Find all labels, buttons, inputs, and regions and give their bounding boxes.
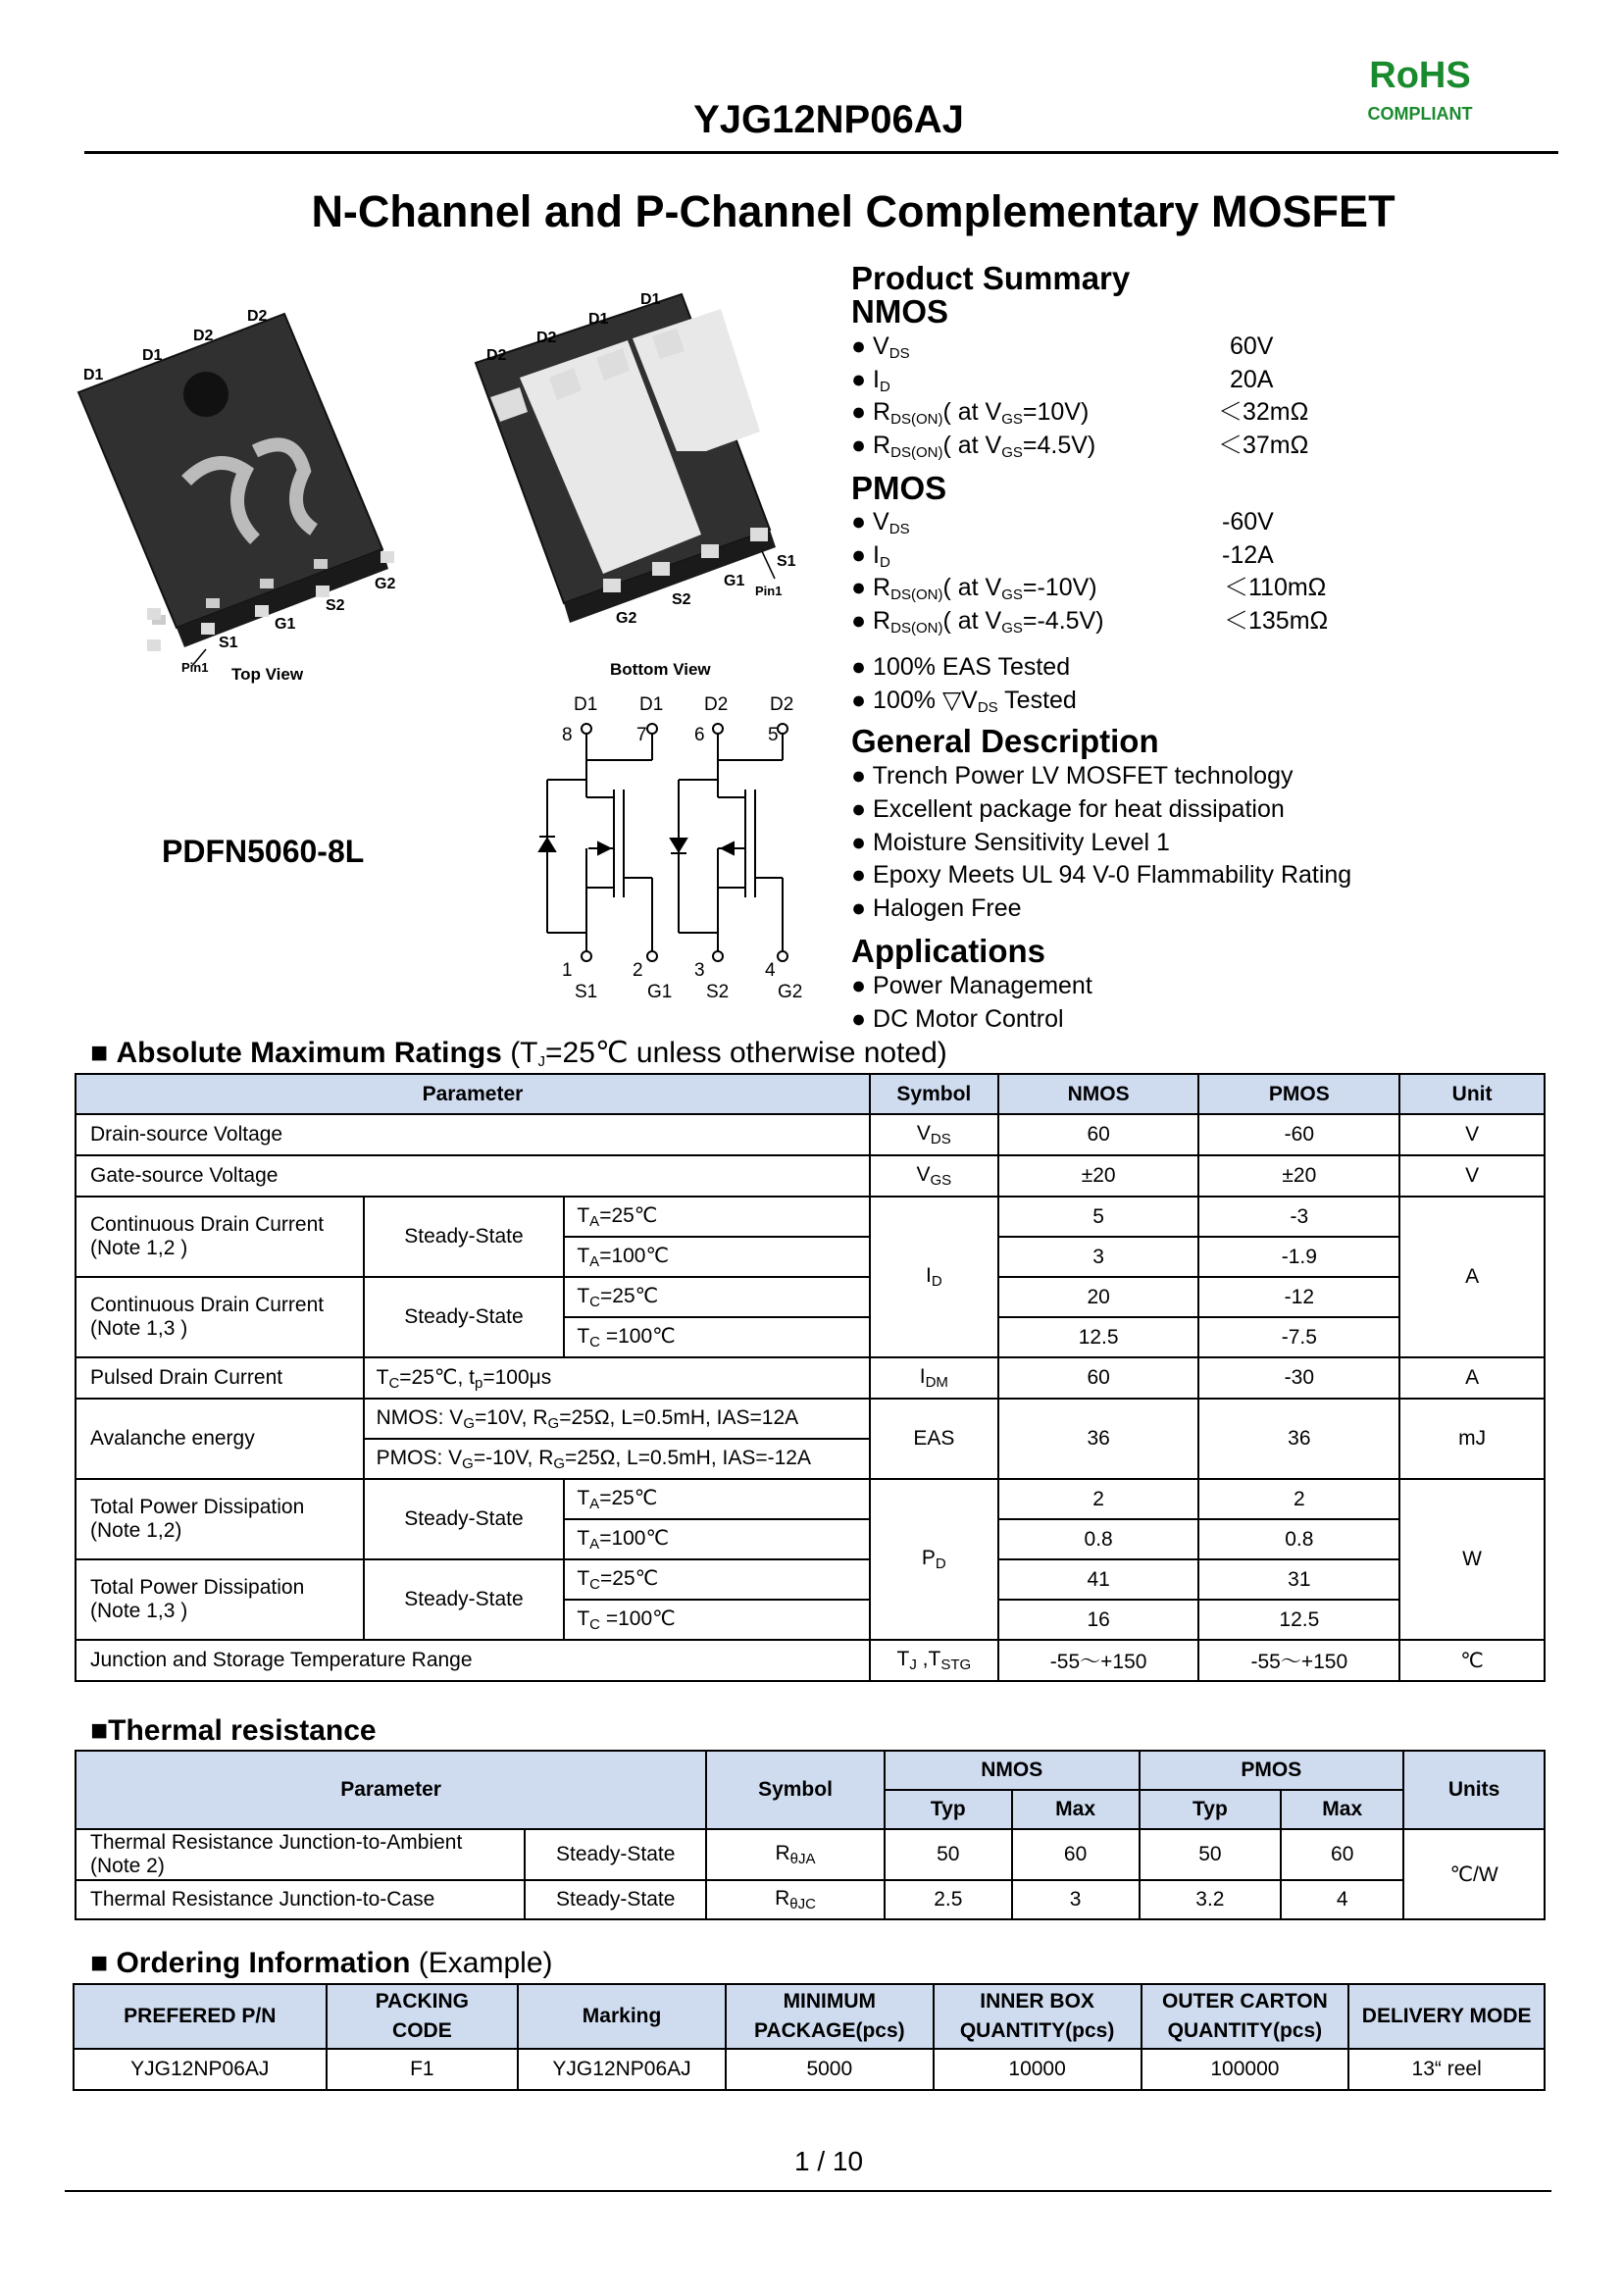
bottom-pin-label: D1 <box>588 311 609 328</box>
pin1-label: Pin1 <box>181 660 209 675</box>
table-row: Drain-source Voltage $V_{DS}$ 60 -60 V <box>76 1114 1545 1155</box>
general-item: ● Halogen Free <box>851 894 1022 922</box>
table-row: $T_C$ =100℃ 16 12.5 <box>76 1600 1545 1640</box>
schematic-bottom-name: G1 <box>647 982 673 1002</box>
table-row: Junction and Storage Temperature Range $T_J$ $,T_{STG}$ -55～+150 -55～+150 ℃ <box>76 1640 1545 1681</box>
table-header-row: PREFERED P/N PACKING CODE Marking MINIMUM PACKAGE(pcs) INNER BOX QUANTITY(pcs) OUTER CARTON QUANTITY(pcs) DELIVERY MODE <box>74 1984 1545 2049</box>
page-number: 1 / 10 <box>793 2146 864 2176</box>
pmos-title: PMOS <box>851 470 947 506</box>
applications-title: Applications <box>851 933 1046 969</box>
pin1-label: Pin1 <box>755 584 783 598</box>
nmos-rds-10v-row: ● $R_{DS(ON)}$( at $V_{GS}=10V$) ＜32mΩ <box>851 398 1309 428</box>
top-pin-label: D2 <box>193 328 214 344</box>
table-row: $T_A=100℃$ 3 -1.9 <box>76 1237 1545 1277</box>
package-views-illustration <box>59 284 834 706</box>
header-rule <box>84 151 1558 154</box>
pmos-vds-row: ● $V_{DS}$ -60V <box>851 508 1274 537</box>
rohs-badge <box>1356 55 1484 125</box>
package-name: PDFN5060-8L <box>162 834 365 869</box>
table-row: Total Power Dissipation (Note 1,3 ) Steady-State $T_C=25℃$ 41 31 <box>76 1559 1545 1600</box>
table-row: PMOS: $V_G=-10V$, $R_G=25\Omega$, L=0.5mH, IAS=-12A <box>76 1439 1545 1479</box>
table-row: YJG12NP06AJ F1 YJG12NP06AJ 5000 10000 100000 13“ reel <box>74 2049 1545 2090</box>
header-parameter: Parameter <box>76 1074 870 1114</box>
top-pin-label: D2 <box>247 308 268 325</box>
schematic-bottom-name: S1 <box>575 982 598 1002</box>
header-pmos: PMOS <box>1198 1074 1399 1114</box>
schematic-top-num: 7 <box>636 725 647 745</box>
schematic-top-name: D1 <box>639 694 664 715</box>
bottom-pin-label: S1 <box>777 553 796 570</box>
schematic-bottom-num: 4 <box>765 960 776 981</box>
table-row: $T_C$ =100℃ 12.5 -7.5 <box>76 1317 1545 1357</box>
page-subtitle: N-Channel and P-Channel Complementary MOSFET <box>311 186 1396 236</box>
top-pin-label: D1 <box>83 367 104 383</box>
ordering-heading: ■ Ordering Information (Example) <box>90 1947 553 1979</box>
dvds-tested: ● 100% $▽V_{DS}$ Tested <box>851 687 1077 716</box>
table-header-row: Typ Max Typ Max <box>76 1790 1545 1829</box>
schematic-top-num: 5 <box>768 725 779 745</box>
bottom-pin-label: D1 <box>640 291 661 308</box>
ordering-table <box>73 1983 1546 2091</box>
header-nmos: NMOS <box>998 1074 1199 1114</box>
top-pin-label: G1 <box>275 616 296 633</box>
header-symbol: Symbol <box>870 1074 998 1114</box>
pmos-id-row: ● $I_D$ -12A <box>851 541 1274 571</box>
eas-tested: ● 100% EAS Tested <box>851 653 1071 681</box>
table-row: $T_A=100℃$ 0.8 0.8 <box>76 1519 1545 1559</box>
bottom-pin-label: G2 <box>616 610 637 627</box>
table-row: Continuous Drain Current (Note 1,2 ) Steady-State $T_A=25℃$ $I_D$ 5 -3 A <box>76 1197 1545 1237</box>
schematic-top-name: D2 <box>770 694 794 715</box>
table-row: Avalanche energy NMOS: $V_G=10V$, $R_G=25\Omega$, L=0.5mH, IAS=12A EAS 36 36 mJ <box>76 1399 1545 1439</box>
table-header-row: Parameter Symbol NMOS PMOS Units <box>76 1751 1545 1790</box>
general-item: ● Epoxy Meets UL 94 V-0 Flammability Rating <box>851 861 1352 889</box>
header-unit: Unit <box>1399 1074 1545 1114</box>
schematic-top-num: 8 <box>562 725 573 745</box>
thermal-table <box>75 1750 1546 1920</box>
schematic-top-name: D2 <box>704 694 729 715</box>
schematic-top-name: D1 <box>574 694 598 715</box>
schematic-bottom-name: S2 <box>706 982 730 1002</box>
bottom-pin-label: G1 <box>724 573 745 589</box>
rohs-label: RoHS <box>1369 55 1471 96</box>
general-item: ● Moisture Sensitivity Level 1 <box>851 829 1170 856</box>
top-view-package <box>78 314 394 651</box>
application-item: ● Power Management <box>851 972 1092 999</box>
application-item: ● DC Motor Control <box>851 1005 1064 1033</box>
general-description-title: General Description <box>851 723 1159 759</box>
top-pin-label: D1 <box>142 347 163 364</box>
internal-schematic <box>530 691 824 1005</box>
top-pin-label: G2 <box>375 576 396 592</box>
abs-max-heading: ■ Absolute Maximum Ratings ($T_J=25℃$ unless otherwise noted) <box>90 1037 947 1070</box>
abs-max-table <box>75 1073 1546 1682</box>
schematic-bottom-num: 1 <box>562 960 573 981</box>
nmos-title: NMOS <box>851 293 948 330</box>
pmos-rds-10v-row: ● $R_{DS(ON)}$( at $V_{GS}=-10V$) ＜110mΩ <box>851 574 1327 603</box>
footer-rule <box>65 2190 1551 2192</box>
general-item: ● Excellent package for heat dissipation <box>851 795 1285 823</box>
table-header-row <box>76 1074 1545 1114</box>
table-row: Total Power Dissipation (Note 1,2) Steady-State $T_A=25℃$ $P_D$ 2 2 W <box>76 1479 1545 1519</box>
bottom-pin-label: S2 <box>672 591 691 608</box>
table-row: Gate-source Voltage $V_{GS}$ ±20 ±20 V <box>76 1155 1545 1197</box>
table-row: Continuous Drain Current (Note 1,3 ) Steady-State $T_C=25℃$ 20 -12 <box>76 1277 1545 1317</box>
schematic-top-num: 6 <box>694 725 705 745</box>
general-item: ● Trench Power LV MOSFET technology <box>851 762 1294 790</box>
top-pin-label: S1 <box>219 635 238 651</box>
pmos-rds-45v-row: ● $R_{DS(ON)}$( at $V_{GS}=-4.5V$) ＜135mΩ <box>851 607 1329 637</box>
compliant-label: COMPLIANT <box>1367 104 1473 124</box>
nmos-vds-row: ● $V_{DS}$ 60V <box>851 332 1274 362</box>
part-number-title: YJG12NP06AJ <box>693 98 964 141</box>
schematic-bottom-num: 3 <box>694 960 705 981</box>
product-summary-title: Product Summary <box>851 260 1131 296</box>
bottom-pin-label: D2 <box>536 330 557 346</box>
table-row: Thermal Resistance Junction-to-Case Steady-State $R_{\theta JC}$ 2.5 3 3.2 4 <box>76 1880 1545 1919</box>
top-view-label: Top View <box>231 665 304 684</box>
bottom-pin-label: D2 <box>486 347 507 364</box>
schematic-bottom-num: 2 <box>633 960 643 981</box>
table-row: Thermal Resistance Junction-to-Ambient (Note 2) Steady-State $R_{\theta JA}$ 50 60 50 60 ℃/W <box>76 1829 1545 1880</box>
thermal-heading: ■Thermal resistance <box>90 1714 377 1747</box>
schematic-bottom-name: G2 <box>778 982 803 1002</box>
nmos-id-row: ● $I_D$ 20A <box>851 366 1274 395</box>
bottom-view-label: Bottom View <box>610 660 711 679</box>
top-pin-label: S2 <box>326 597 345 614</box>
nmos-rds-45v-row: ● $R_{DS(ON)}$( at $V_{GS}=4.5V$) ＜37mΩ <box>851 432 1309 461</box>
table-row: Pulsed Drain Current $T_C=25℃$, $t_p=100\mu s$ $I_{DM}$ 60 -30 A <box>76 1357 1545 1399</box>
